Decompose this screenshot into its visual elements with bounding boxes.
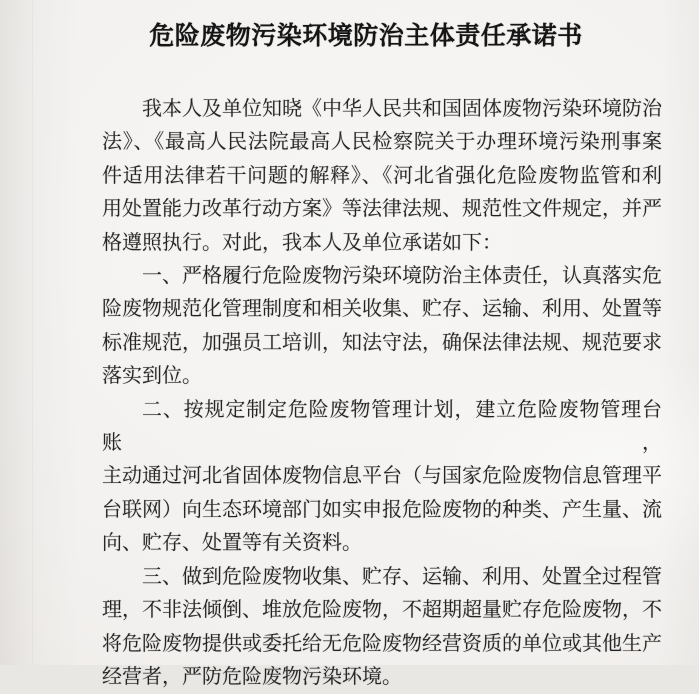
text-line: 将危险废物提供或委托给无危险废物经营资质的单位或其他生产 — [102, 632, 662, 655]
document-title: 危险废物污染环境防治主体责任承诺书 — [149, 23, 583, 50]
text-line: 我本人及单位知晓《中华人民共和国固体废物污染环境防治 — [142, 98, 662, 120]
paragraph-item-1 — [102, 260, 662, 394]
text-line: 一、严格履行危险废物污染环境防治主体责任，认真落实危 — [142, 265, 662, 288]
text-line: 三、做到危险废物收集、贮存、运输、利用、处置全过程管 — [142, 565, 662, 588]
paragraph-item-2 — [102, 394, 662, 561]
text-line: 格遵照执行。对此，我本人及单位承诺如下： — [102, 231, 502, 254]
text-line: 用处置能力改革行动方案》等法律法规、规范性文件规定，并严 — [102, 198, 662, 221]
text-line: 二、按规定制定危险废物管理计划，建立危险废物管理台账， — [102, 398, 662, 455]
text-line: 经营者，严防危险废物污染环境。 — [102, 665, 402, 688]
text-line: 向、贮存、处置等有关资料。 — [102, 532, 362, 555]
text-line: 落实到位。 — [102, 365, 202, 388]
paragraph-item-3 — [102, 561, 662, 694]
text-line: 主动通过河北省固体废物信息平台（与国家危险废物信息管理平 — [102, 465, 662, 488]
paragraph-intro — [102, 93, 662, 260]
text-line: 理，不非法倾倒、堆放危险废物，不超期超量贮存危险废物，不 — [102, 599, 662, 622]
text-line: 险废物规范化管理制度和相关收集、贮存、运输、利用、处置等 — [102, 298, 662, 321]
text-line: 标准规范，加强员工培训，知法守法，确保法律法规、规范要求 — [102, 331, 662, 354]
text-line: 法》、《最高人民法院最高人民检察院关于办理环境污染刑事案 — [102, 131, 662, 154]
text-line: 件适用法律若干问题的解释》、《河北省强化危险废物监管和利 — [102, 164, 662, 187]
document-body — [102, 93, 662, 694]
text-line: 台联网）向生态环境部门如实申报危险废物的种类、产生量、流 — [102, 498, 662, 521]
